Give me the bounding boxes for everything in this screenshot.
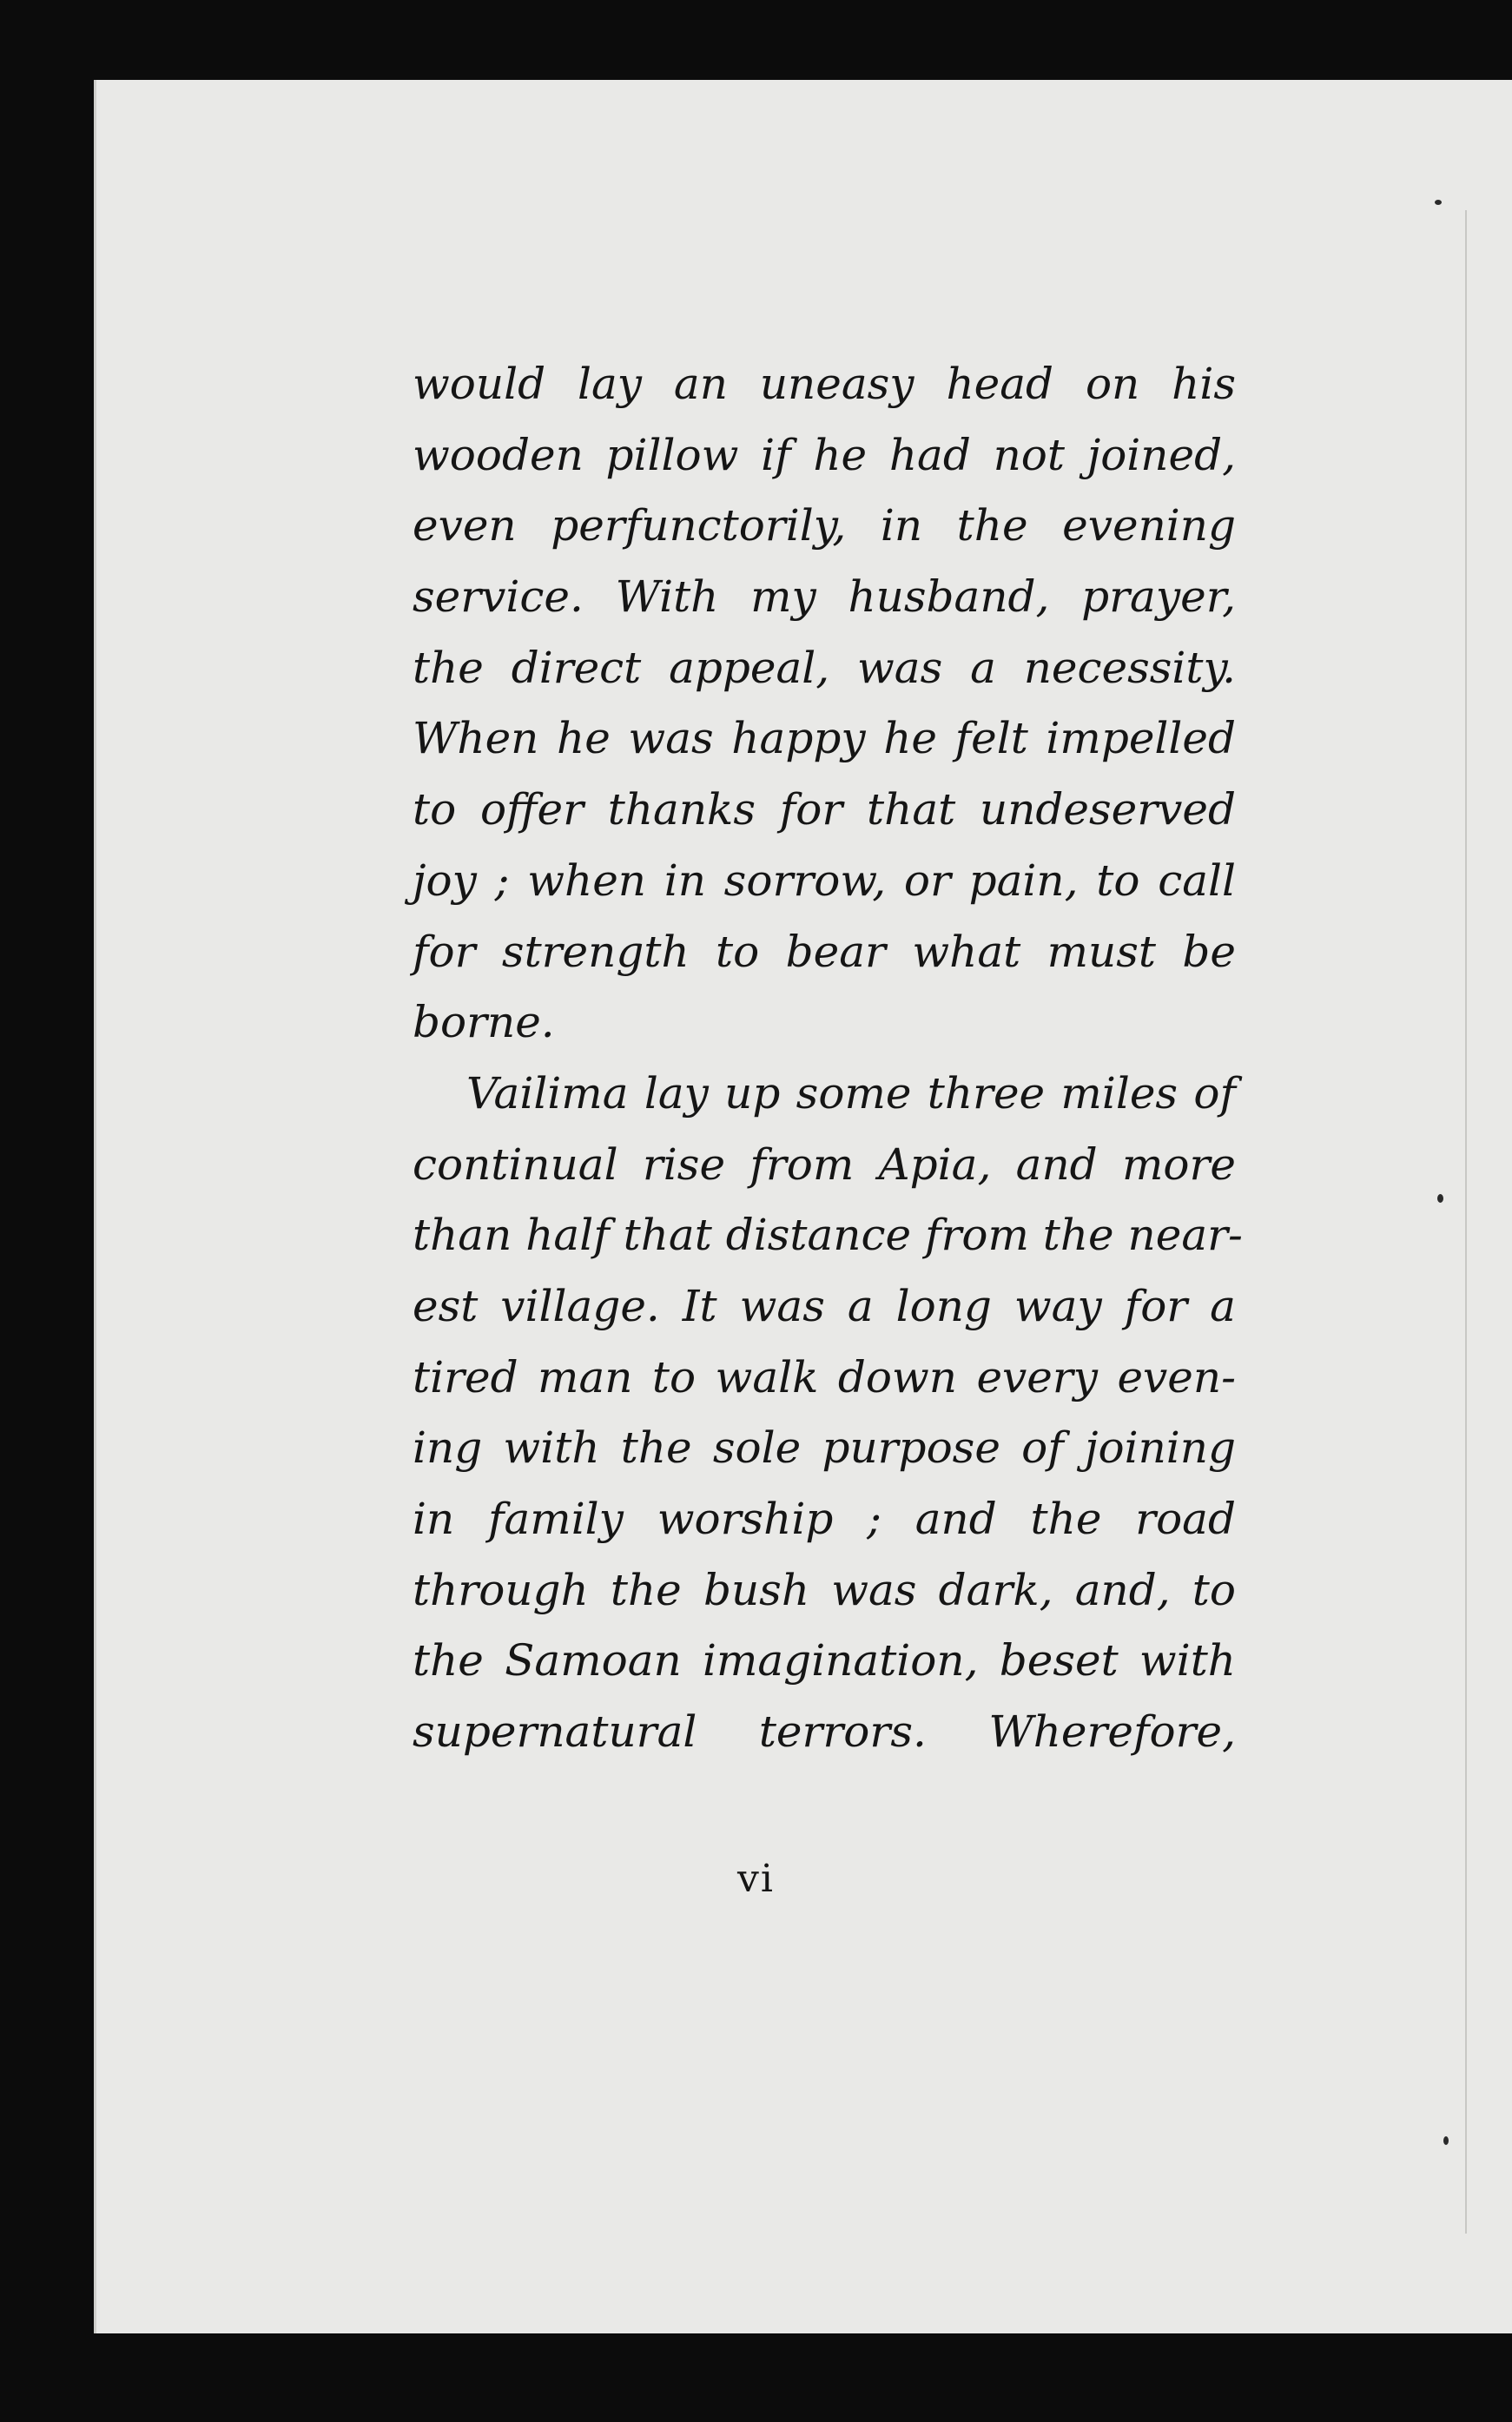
text-line: supernatural terrors. Wherefore, (413, 1706, 1236, 1758)
text-line: to offer thanks for that undeserved (413, 784, 1236, 835)
scan-speck (1437, 1194, 1443, 1203)
text-line: ing with the sole purpose of joining (413, 1422, 1236, 1474)
text-line: tired man to walk down every even- (413, 1351, 1236, 1402)
text-line: est village. It was a long way for a (413, 1280, 1236, 1331)
text-line: through the bush was dark, and, to (413, 1564, 1236, 1615)
paragraph (413, 349, 1236, 1059)
text-line: wooden pillow if he had not joined, (413, 429, 1236, 480)
text-line: When he was happy he felt impelled (413, 713, 1236, 764)
text-line: even perfunctorily, in the evening (413, 500, 1236, 551)
text-line: borne. (413, 997, 555, 1048)
paragraph (413, 1059, 1243, 1768)
text-line: the direct appeal, was a necessity. (413, 642, 1236, 693)
text-line: Vailima lay up some three miles of (466, 1067, 1236, 1119)
scan-speck (1435, 200, 1442, 205)
scan-speck (1443, 2136, 1449, 2145)
text-line: joy ; when in sorrow, or pain, to call (413, 855, 1236, 906)
text-line: the Samoan imagination, beset with (413, 1635, 1236, 1686)
page-fold-edge (1465, 210, 1467, 2234)
body-text (413, 349, 1243, 1768)
text-line: would lay an uneasy head on his (413, 359, 1236, 409)
text-line: service. With my husband, prayer, (413, 571, 1236, 623)
text-line: in family worship ; and the road (413, 1494, 1236, 1544)
text-line: continual rise from Apia, and more (413, 1138, 1236, 1190)
text-line: for strength to bear what must be (413, 926, 1236, 977)
page-number: vi (737, 1857, 775, 1901)
text-line: than half that distance from the near- (413, 1210, 1243, 1261)
